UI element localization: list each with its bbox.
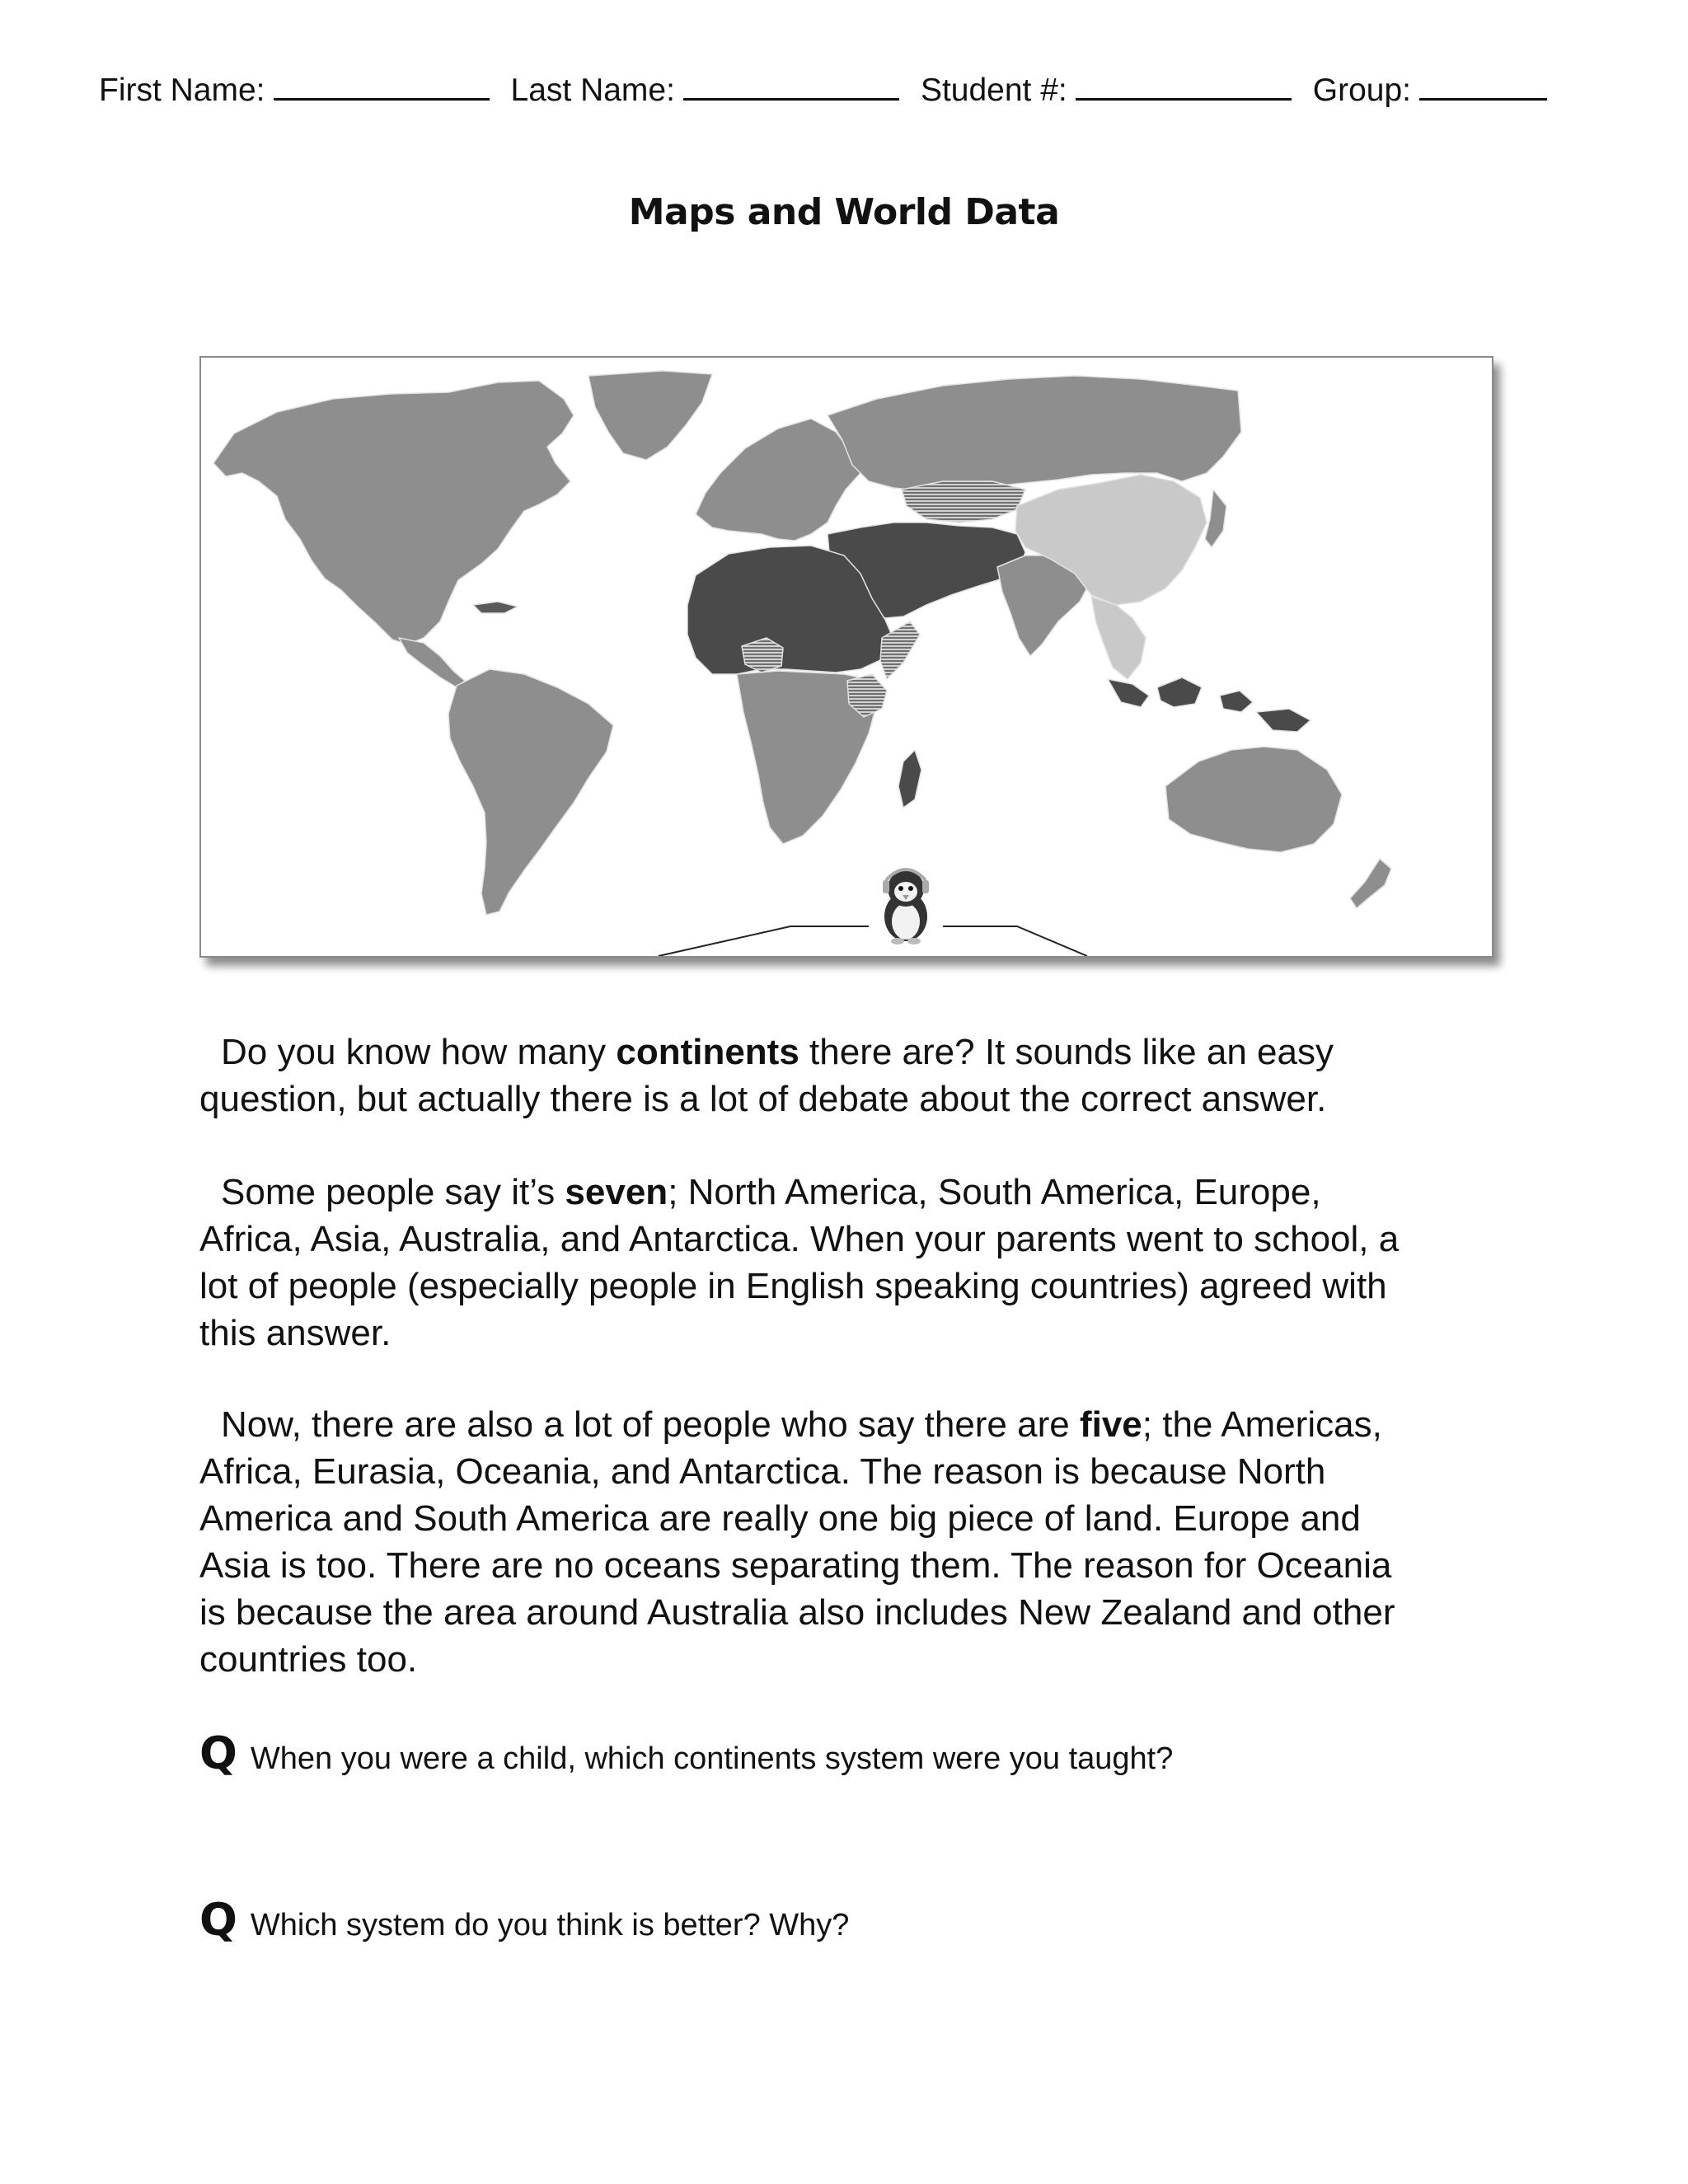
caribbean-shape [473, 602, 518, 613]
p3-text-line1-end: ; the Americas, [1142, 1404, 1382, 1445]
p3-text-line6: countries too. [199, 1639, 418, 1680]
japan-shape [1205, 490, 1226, 547]
p3-text-line4: Asia is too. There are no oceans separating them. The reason for Oceania [199, 1545, 1392, 1586]
antarctica-line [659, 926, 869, 956]
last-name-field[interactable] [511, 73, 899, 109]
q1-text: When you were a child, which continents system were you taught? [250, 1741, 1174, 1776]
greenland-shape [588, 371, 712, 460]
europe-shape [696, 419, 860, 541]
southeast-asia-shape [1091, 597, 1146, 679]
australia-shape [1165, 747, 1342, 852]
central-asia-hatched [902, 481, 1025, 523]
p1-text-start: Do you know how many [221, 1032, 617, 1072]
central-america-shape [399, 638, 465, 687]
penguin-icon [883, 869, 929, 944]
world-map [201, 358, 1492, 956]
question-2 [199, 1894, 1502, 1946]
group-field[interactable] [1313, 73, 1547, 109]
paragraph-continents-question [199, 1029, 1502, 1122]
p3-text-line5: is because the area around Australia also includes New Zealand and other [199, 1592, 1395, 1633]
first-name-field[interactable] [99, 73, 490, 109]
first-name-blank[interactable] [274, 73, 490, 101]
student-info-header [99, 73, 1591, 109]
last-name-blank[interactable] [683, 73, 899, 101]
last-name-label: Last Name: [510, 73, 675, 108]
q2-marker: Q [199, 1894, 237, 1946]
p2-text-line3: lot of people (especially people in English speaking countries) agreed with [199, 1266, 1387, 1306]
north-america-shape [213, 381, 574, 644]
new-zealand-shape [1350, 859, 1391, 908]
paragraph-seven-continents [199, 1169, 1502, 1357]
world-map-frame [199, 356, 1493, 958]
p3-bold-five: five [1079, 1404, 1142, 1445]
q1-marker: Q [199, 1727, 237, 1779]
student-number-field[interactable] [921, 73, 1292, 109]
p1-text-line2: question, but actually there is a lot of debate about the correct answer. [199, 1079, 1327, 1119]
madagascar-shape [898, 750, 921, 808]
first-name-label: First Name: [99, 73, 265, 108]
papua-shape [1256, 709, 1311, 732]
russia-shape [828, 376, 1241, 491]
p2-text-line1-end: ; North America, South America, Europe, [668, 1172, 1321, 1212]
p3-text-start: Now, there are also a lot of people who say there are [221, 1404, 1080, 1445]
p3-text-line3: America and South America are really one big piece of land. Europe and [199, 1498, 1361, 1539]
q2-text: Which system do you think is better? Why? [250, 1908, 850, 1943]
student-number-label: Student #: [920, 73, 1067, 108]
group-blank[interactable] [1419, 73, 1547, 101]
student-number-blank[interactable] [1076, 73, 1292, 101]
p2-text-line4: this answer. [199, 1313, 392, 1353]
p2-text-line2: Africa, Asia, Australia, and Antarctica. When your parents went to school, a [199, 1219, 1400, 1259]
p2-text-start: Some people say it’s [221, 1172, 565, 1212]
paragraph-five-continents [199, 1401, 1502, 1683]
p3-text-line2: Africa, Eurasia, Oceania, and Antarctica. The reason is because North [199, 1451, 1326, 1492]
group-label: Group: [1312, 73, 1411, 108]
south-america-shape [448, 669, 613, 915]
indonesia-shape [1108, 677, 1253, 712]
p2-bold-seven: seven [565, 1172, 668, 1212]
page-title: Maps and World Data [628, 191, 1060, 233]
antarctica-line-right [943, 926, 1087, 956]
p1-text-line1-end: there are? It sounds like an easy [799, 1032, 1334, 1072]
p1-bold-continents: continents [616, 1032, 799, 1072]
question-1 [199, 1727, 1502, 1779]
